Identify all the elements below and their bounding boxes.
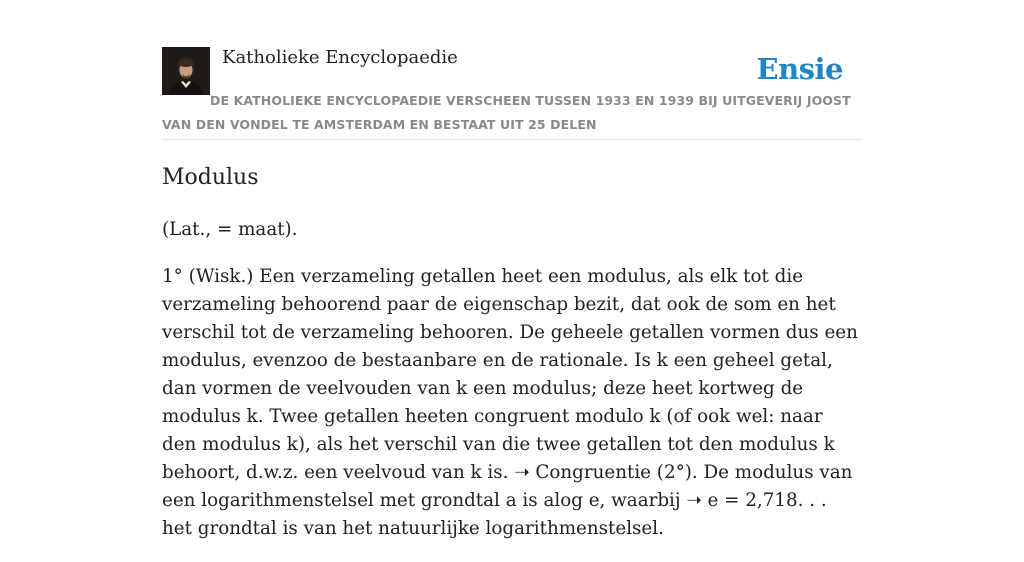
article-paragraph: (Lat., = maat). (162, 219, 298, 240)
ensie-logo-link[interactable]: Ensie (756, 52, 843, 86)
publication-description: DE KATHOLIEKE ENCYCLOPAEDIE VERSCHEEN TUSSEN 1933 EN 1939 BIJ UITGEVERIJ JOOST VAN DEN VONDEL TE AMSTERDAM EN BESTAAT UIT 25 DELEN (162, 93, 851, 132)
article-paragraph: 1° (Wisk.) Een verzameling getallen heet een modulus, als elk tot die verzameling behoorend paar de eigenschap bezit, dat ook de som en het verschil tot de verzameling behooren. De geheele getallen vormen dus een modulus, evenzoo de bestaanbare en de rationale. Is k een geheel getal, dan vormen de veelvouden van k een modulus; deze heet kortweg de modulus k. Twee getallen heeten congruent modulo k (of ook wel: naar den modulus k), als het verschil van die twee getallen tot den modulus k behoort, d.w.z. een veelvoud van k is. ➝ Congruentie (2°). De modulus van een logarithmenstelsel met grondtal a is alog e, waarbij ➝ e = 2,718. . . het grondtal is van het natuurlijke logarithmenstelsel. (162, 266, 858, 539)
header-divider (162, 139, 862, 140)
article-body (162, 216, 862, 562)
portrait-image (162, 47, 210, 95)
page-header (162, 0, 862, 539)
publication-title-link[interactable]: Katholieke Encyclopaedie (222, 47, 458, 68)
article-title: Modulus (162, 165, 259, 190)
publication-avatar[interactable] (162, 47, 210, 95)
